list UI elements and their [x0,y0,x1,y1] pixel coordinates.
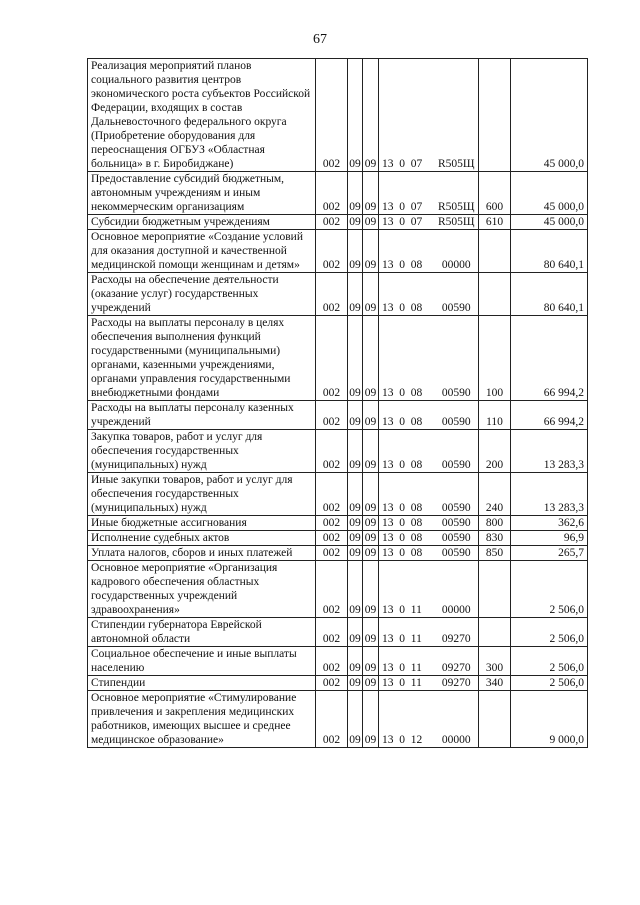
table-row [88,273,588,316]
row-sum: 66 994,2 [511,316,588,401]
row-code: 09270 [435,618,479,647]
row-sum: 66 994,2 [511,401,588,430]
row-ved: 002 [316,59,348,172]
row-code: 00590 [435,473,479,516]
row-program: 13 0 08 [379,401,435,430]
row-sum: 9 000,0 [511,691,588,748]
row-code: R505Щ [435,59,479,172]
table-row [88,516,588,531]
row-ved: 002 [316,531,348,546]
row-program: 13 0 07 [379,59,435,172]
row-pr: 09 [363,618,379,647]
row-code: 00590 [435,273,479,316]
row-name: Иные бюджетные ассигнования [88,516,316,531]
table-row [88,59,588,172]
row-vr: 600 [479,172,511,215]
row-program: 13 0 08 [379,273,435,316]
row-vr: 240 [479,473,511,516]
table-row [88,473,588,516]
row-program: 13 0 08 [379,516,435,531]
row-sum: 80 640,1 [511,230,588,273]
row-pr: 09 [363,676,379,691]
row-rz: 09 [348,316,363,401]
row-sum: 45 000,0 [511,172,588,215]
row-pr: 09 [363,531,379,546]
row-program: 13 0 11 [379,561,435,618]
row-code: R505Щ [435,215,479,230]
row-ved: 002 [316,401,348,430]
row-rz: 09 [348,59,363,172]
row-vr [479,691,511,748]
row-ved: 002 [316,561,348,618]
row-vr: 100 [479,316,511,401]
row-name: Исполнение судебных актов [88,531,316,546]
row-pr: 09 [363,516,379,531]
row-sum: 2 506,0 [511,676,588,691]
row-name: Предоставление субсидий бюджетным, автономным учреждениям и иным некоммерческим организациям [88,172,316,215]
row-rz: 09 [348,430,363,473]
row-program: 13 0 08 [379,546,435,561]
row-vr: 610 [479,215,511,230]
row-program: 13 0 11 [379,647,435,676]
row-pr: 09 [363,230,379,273]
row-rz: 09 [348,401,363,430]
row-name: Уплата налогов, сборов и иных платежей [88,546,316,561]
row-vr: 850 [479,546,511,561]
row-vr: 830 [479,531,511,546]
row-vr: 200 [479,430,511,473]
row-rz: 09 [349,547,361,559]
table-row [88,561,588,618]
row-ved: 002 [316,316,348,401]
row-ved: 002 [316,172,348,215]
row-rz: 09 [349,532,361,544]
row-ved: 002 [316,691,348,748]
row-program: 13 0 11 [379,618,435,647]
row-pr: 09 [363,430,379,473]
table-row [88,172,588,215]
table-row [88,647,588,676]
row-name: Расходы на обеспечение деятельности (оказание услуг) государственных учреждений [88,273,316,316]
row-rz: 09 [348,230,363,273]
row-program: 13 0 12 [379,691,435,748]
row-vr [479,561,511,618]
row-name: Расходы на выплаты персоналу казенных учреждений [88,401,316,430]
row-sum: 2 506,0 [511,647,588,676]
row-ved: 002 [316,516,348,531]
page-number: 67 [313,32,327,47]
row-pr: 09 [363,215,379,230]
row-ved: 002 [316,546,348,561]
row-program: 13 0 11 [379,676,435,691]
row-rz: 09 [348,561,363,618]
row-rz: 09 [349,517,361,529]
table-row [88,546,588,561]
row-pr: 09 [363,691,379,748]
row-sum: 13 283,3 [511,473,588,516]
row-code: 00000 [435,230,479,273]
row-program: 13 0 08 [379,230,435,273]
row-sum: 2 506,0 [511,561,588,618]
row-code: 00590 [435,430,479,473]
row-ved: 002 [316,676,348,691]
row-program: 13 0 07 [379,215,435,230]
row-rz: 09 [348,273,363,316]
table-row [88,676,588,691]
row-code: 00590 [435,531,479,546]
row-vr: 300 [479,647,511,676]
row-vr [479,59,511,172]
row-code: 00000 [435,691,479,748]
row-name: Иные закупки товаров, работ и услуг для обеспечения государственных (муниципальных) нужд [88,473,316,516]
row-rz: 09 [348,691,363,748]
row-sum: 362,6 [511,516,588,531]
row-sum: 80 640,1 [511,273,588,316]
row-pr: 09 [363,273,379,316]
row-pr: 09 [363,316,379,401]
row-sum: 45 000,0 [511,59,588,172]
row-pr: 09 [363,473,379,516]
table-row [88,215,588,230]
row-sum: 265,7 [511,546,588,561]
row-name: Стипендии губернатора Еврейской автономной области [88,618,316,647]
table-row [88,401,588,430]
table-body [88,59,588,748]
row-rz: 09 [349,677,361,689]
row-name: Субсидии бюджетным учреждениям [88,215,316,230]
row-ved: 002 [316,430,348,473]
row-ved: 002 [316,230,348,273]
row-vr: 110 [479,401,511,430]
row-name: Основное мероприятие «Создание условий для оказания доступной и качественной медицинской помощи женщинам и детям» [88,230,316,273]
row-ved: 002 [316,473,348,516]
row-name: Стипендии [88,676,316,691]
row-rz: 09 [348,473,363,516]
row-pr: 09 [363,59,379,172]
row-name: Социальное обеспечение и иные выплаты населению [88,647,316,676]
row-pr: 09 [363,561,379,618]
row-rz: 09 [349,216,361,228]
table-row [88,531,588,546]
row-rz: 09 [348,618,363,647]
row-pr: 09 [363,546,379,561]
row-code: 09270 [435,676,479,691]
table-row [88,618,588,647]
row-program: 13 0 08 [379,531,435,546]
row-vr: 340 [479,676,511,691]
row-ved: 002 [316,273,348,316]
row-code: 00590 [435,316,479,401]
row-pr: 09 [363,401,379,430]
row-sum: 2 506,0 [511,618,588,647]
row-vr [479,230,511,273]
row-name: Основное мероприятие «Стимулирование привлечения и закрепления медицинских работников, имеющих высшее и среднее медицинское образование» [88,691,316,748]
row-code: 00590 [435,546,479,561]
row-sum: 45 000,0 [511,215,588,230]
row-rz: 09 [348,172,363,215]
row-vr: 800 [479,516,511,531]
row-code: 00000 [435,561,479,618]
row-program: 13 0 08 [379,430,435,473]
row-sum: 96,9 [511,531,588,546]
row-code: R505Щ [435,172,479,215]
row-vr [479,618,511,647]
row-ved: 002 [316,647,348,676]
row-pr: 09 [363,647,379,676]
row-ved: 002 [316,618,348,647]
table-row [88,316,588,401]
row-code: 09270 [435,647,479,676]
table-row [88,230,588,273]
row-name: Закупка товаров, работ и услуг для обеспечения государственных (муниципальных) нужд [88,430,316,473]
row-rz: 09 [348,647,363,676]
table-row [88,691,588,748]
row-sum: 13 283,3 [511,430,588,473]
row-program: 13 0 08 [379,316,435,401]
budget-table [87,58,588,748]
row-ved: 002 [316,215,348,230]
row-code: 00590 [435,516,479,531]
row-program: 13 0 08 [379,473,435,516]
row-code: 00590 [435,401,479,430]
row-name: Реализация мероприятий планов социального развития центров экономического роста субъектов Российской Федерации, входящих в состав Дальневосточного федерального округа (Приобретение оборудования для переоснащения ОГБУЗ «Областная больница» в г. Биробиджане) [88,59,316,172]
row-program: 13 0 07 [379,172,435,215]
row-name: Основное мероприятие «Организация кадрового обеспечения областных государственных учреждений здравоохранения» [88,561,316,618]
row-name: Расходы на выплаты персоналу в целях обеспечения выполнения функций государственными (муниципальными) органами, казенными учреждениями, органами управления государственными внебюджетными фондами [88,316,316,401]
row-vr [479,273,511,316]
row-pr: 09 [363,172,379,215]
table-row [88,430,588,473]
